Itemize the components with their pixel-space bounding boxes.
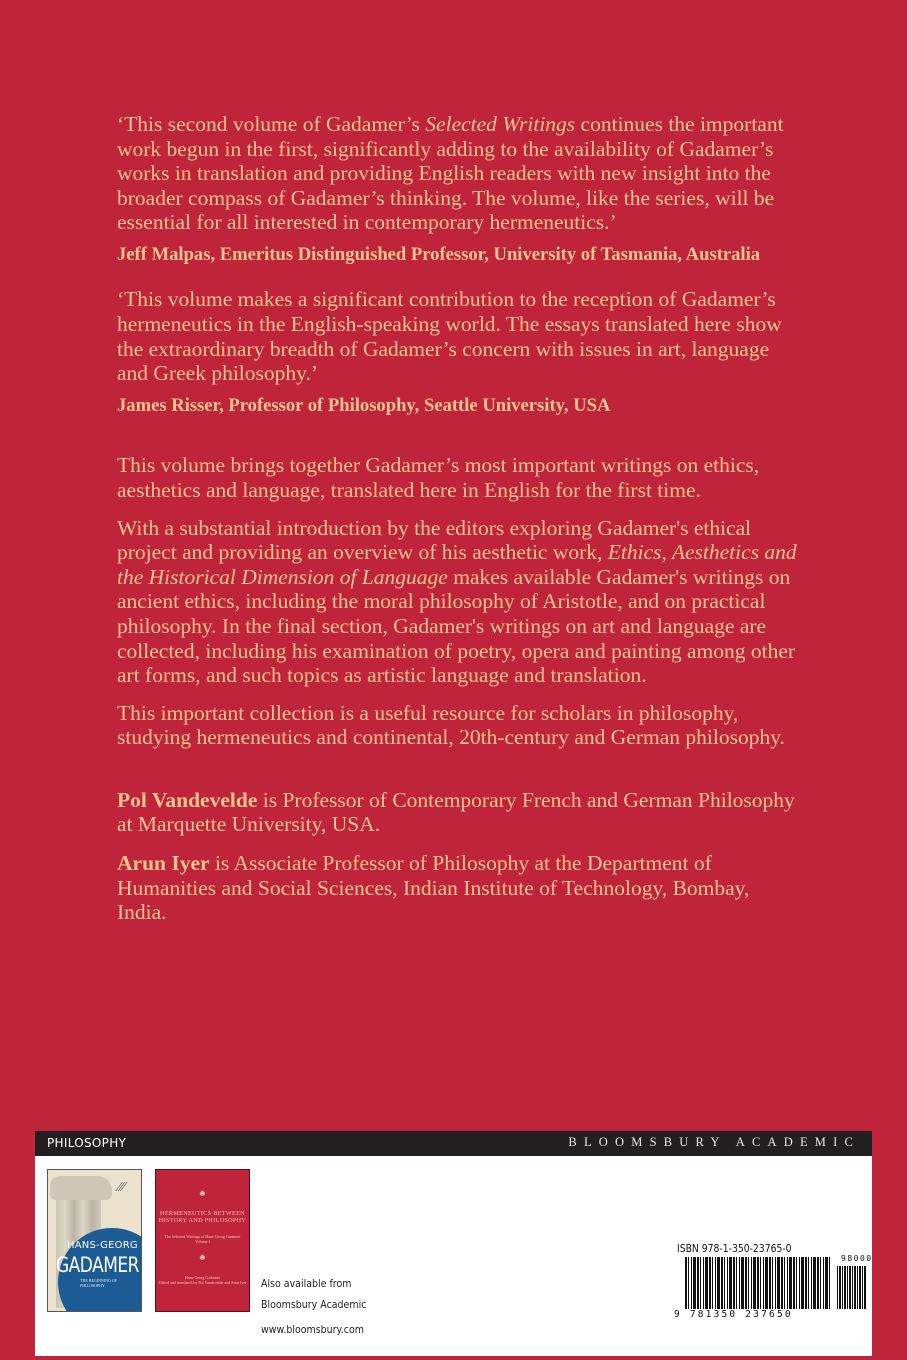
editor-name: Arun Iyer bbox=[117, 851, 210, 876]
barcode-digits: 9 781350 237650 bbox=[674, 1309, 793, 1320]
description-paragraph-3: This important collection is a useful resource for scholars in philosophy, studying hermeneutics and continental, 20th-century and German philosophy. bbox=[117, 700, 785, 750]
description-text: With a substantial introduction by the editors exploring Gadamer's ethical project and providing an overview of his aesthetic work, bbox=[117, 515, 752, 565]
also-available-line-2: Bloomsbury Academic bbox=[261, 1299, 367, 1311]
subtitle-text: The Selected Writings of Hans-Georg Gadamer bbox=[164, 1234, 241, 1239]
book-author-last: GADAMER bbox=[56, 1253, 139, 1278]
book-author-first: HANS-GEORG bbox=[67, 1240, 138, 1251]
quote-book-title: Selected Writings bbox=[425, 112, 576, 136]
editor-bio-text: is Professor of Contemporary French and German Philosophy at Marquette University, USA. bbox=[117, 787, 795, 837]
ornament-icon: ♣ bbox=[199, 1188, 206, 1198]
endorsement-attribution-2: James Risser, Professor of Philosophy, Seattle University, USA bbox=[117, 394, 611, 416]
back-cover-text bbox=[117, 112, 797, 925]
website-link[interactable]: www.bloomsbury.com bbox=[261, 1324, 364, 1336]
footer-bar bbox=[35, 1131, 872, 1156]
series-logo-icon: ⁄⁄⁄ bbox=[118, 1180, 126, 1195]
book-title: HERMENEUTICS BETWEEN HISTORY AND PHILOSOPHY bbox=[158, 1210, 247, 1224]
endorsement-quote-2: ‘This volume makes a significant contribution to the reception of Gadamer’s hermeneutics in the English-speaking world. The essays translated here show the extraordinary breadth of Gadamer’s concern with issues in art, language and Greek philosophy.’ bbox=[117, 287, 782, 386]
editors-text: Edited and translated by Pol Vandevelde and Arun Iyer bbox=[158, 1280, 247, 1285]
description-text: makes available Gadamer's writings on ancient ethics, including the moral philosophy of Aristotle, and on practical philosophy. In the final section, Gadamer's writings on art and language are collected, including his examination of poetry, opera and painting among other art forms, and such topics as artistic language and translation. bbox=[117, 564, 796, 688]
quote-text: ‘This second volume of Gadamer’s bbox=[117, 112, 426, 136]
description-paragraph-1: This volume brings together Gadamer’s most important writings on ethics, aesthetics and language, translated here in English for the first time. bbox=[117, 453, 760, 502]
barcode-addon-icon bbox=[837, 1266, 867, 1309]
editor-bio-text: is Associate Professor of Philosophy at the Department of Humanities and Social Sciences, Indian Institute of Technology, Bombay, India. bbox=[117, 851, 750, 925]
editor-name: Pol Vandevelde bbox=[117, 787, 258, 812]
editor-bio-2 bbox=[117, 851, 797, 925]
endorsement-attribution-1: Jeff Malpas, Emeritus Distinguished Professor, University of Tasmania, Australia bbox=[117, 243, 761, 265]
category-label: PHILOSOPHY bbox=[47, 1136, 127, 1150]
barcode-icon bbox=[685, 1257, 830, 1309]
quote-text: continues the important work begun in the first, significantly adding to the availability of Gadamer’s works in translation and providing English readers with new insight into the broader compass of Gadamer’s thinking. The volume, like the series, will be essential for all interested in contemporary hermeneutics.’ bbox=[117, 112, 784, 235]
description-paragraph-2 bbox=[117, 516, 797, 688]
publisher-logo: BLOOMSBURY ACADEMIC bbox=[568, 1135, 860, 1149]
book-author bbox=[156, 1275, 249, 1285]
column-capital-icon bbox=[50, 1176, 112, 1200]
author-text: Hans-Georg Gadamer bbox=[184, 1275, 221, 1280]
book-subtitle bbox=[156, 1234, 249, 1244]
volume-text: Volume I bbox=[195, 1239, 210, 1244]
ornament-icon: ♣ bbox=[199, 1252, 206, 1262]
also-available-line-1: Also available from bbox=[261, 1278, 352, 1290]
publisher-footer bbox=[35, 1131, 872, 1356]
related-book-cover-2[interactable] bbox=[155, 1169, 250, 1312]
endorsement-quote-1 bbox=[117, 112, 797, 235]
book-subtitle: THE BEGINNING OF PHILOSOPHY bbox=[80, 1278, 118, 1288]
barcode-addon-digits: 98000 bbox=[841, 1254, 873, 1263]
isbn-label: ISBN 978-1-350-23765-0 bbox=[677, 1243, 792, 1255]
editor-bio-1 bbox=[117, 788, 797, 837]
related-book-cover-1[interactable] bbox=[47, 1169, 142, 1312]
book-title: Ethics, Aesthetics and the Historical Dimension of Language bbox=[117, 540, 797, 589]
